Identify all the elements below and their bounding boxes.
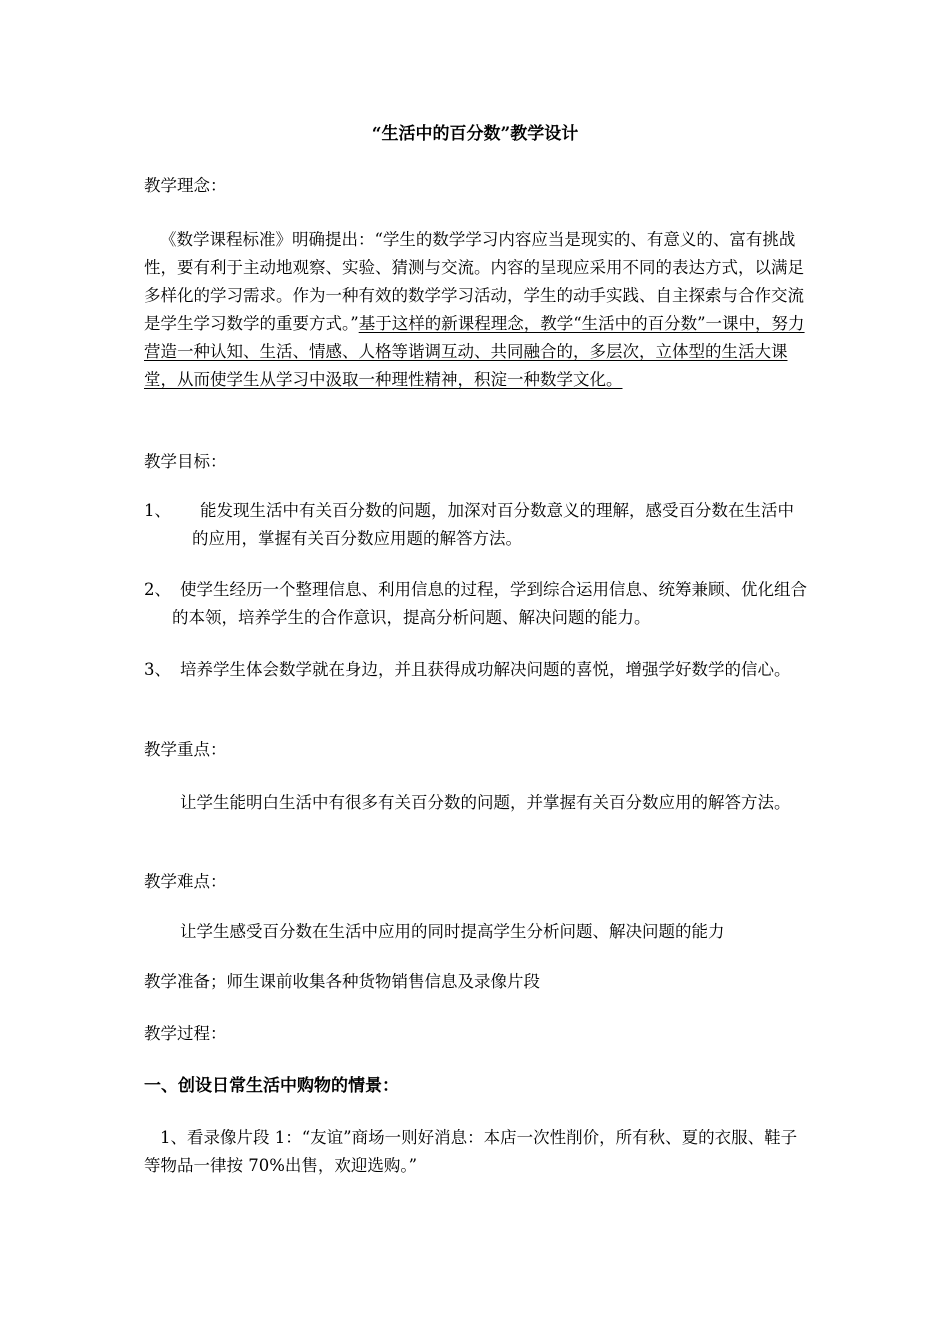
preparation-text: 教学准备；师生课前收集各种货物销售信息及录像片段 [144, 972, 540, 991]
goal-text: 能发现生活中有关百分数的问题，加深对百分数意义的理解，感受百分数在生活中的应用，掌握有关百分数应用题的解答方法。 [192, 501, 794, 548]
goal-number: 3、 [144, 660, 171, 679]
goals-heading: 教学目标： [144, 452, 227, 471]
goal-number: 1、 [144, 501, 171, 520]
goal-number: 2、 [144, 580, 171, 599]
document-title: “生活中的百分数”教学设计 [371, 124, 579, 144]
philosophy-text: 《数学课程标准》明确提出：“学生的数学学习内容应当是现实的、有意义的、富有挑战性，要有利于主动地观察、实验、猜测与交流。内容的呈现应采用不同的表达方式，以满足多样化的学习需求。作为一种有效的数学学习活动，学生的动手实践、自主探索与合作交流是学生学习数学的重要方式。” [144, 230, 804, 333]
key-points-text: 让学生能明白生活中有很多有关百分数的问题，并掌握有关百分数应用的解答方法。 [180, 793, 791, 812]
goal-item-2 [144, 576, 808, 632]
philosophy-paragraph [144, 226, 808, 394]
goal-item-1 [144, 497, 808, 553]
goal-text: 使学生经历一个整理信息、利用信息的过程，学到综合运用信息、统筹兼顾、优化组合的本领，培养学生的合作意识，提高分析问题、解决问题的能力。 [172, 580, 807, 627]
difficulty-text: 让学生感受百分数在生活中应用的同时提高学生分析问题、解决问题的能力 [180, 922, 725, 941]
philosophy-heading: 教学理念： [144, 176, 227, 195]
key-points-heading: 教学重点： [144, 740, 227, 759]
process-heading: 教学过程： [144, 1024, 227, 1043]
goal-text: 培养学生体会数学就在身边，并且获得成功解决问题的喜悦，增强学好数学的信心。 [180, 660, 791, 679]
goal-item-3 [144, 656, 808, 684]
philosophy-underlined-text: 基于这样的新课程理念，教学“生活中的百分数”一课中，努力营造一种认知、生活、情感、人格等谐调互动、共同融合的，多层次，立体型的生活大课堂，从而使学生从学习中汲取一种理性精神，积淀一种数学文化。 [144, 314, 805, 389]
difficulty-heading: 教学难点： [144, 872, 227, 891]
part1-item-1: 1、看录像片段 1：“友谊”商场一则好消息：本店一次性削价，所有秋、夏的衣服、鞋子等物品一律按 70%出售，欢迎选购。” [144, 1128, 798, 1175]
part1-heading: 一、创设日常生活中购物的情景： [144, 1076, 399, 1096]
